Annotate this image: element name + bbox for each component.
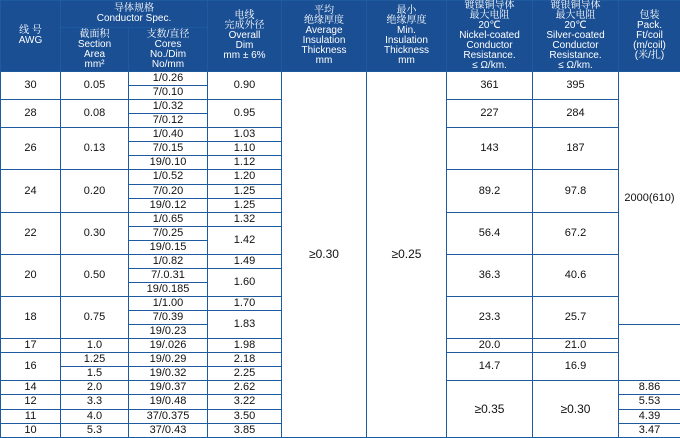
- ni-resistance-cell: 4.39: [619, 409, 680, 423]
- awg-cell: 20: [1, 254, 61, 296]
- awg-cell: 17: [1, 339, 61, 353]
- od-cell: 0.95: [208, 100, 282, 128]
- area-cell: 0.08: [61, 100, 129, 128]
- awg-cell: 18: [1, 297, 61, 339]
- cores-cell: 37/0.375: [129, 409, 208, 423]
- area-cell: 5.3: [61, 423, 129, 437]
- area-cell: 0.13: [61, 128, 129, 170]
- cores-cell: 7/0.15: [129, 142, 208, 156]
- awg-cell: 22: [1, 212, 61, 254]
- awg-cell: 11: [1, 409, 61, 423]
- area-cell: 1.5: [61, 367, 129, 381]
- od-cell: 1.25: [208, 198, 282, 212]
- cores-cell: 7/0.39: [129, 311, 208, 325]
- cores-cell: 7/0.25: [129, 226, 208, 240]
- area-cell: 0.05: [61, 72, 129, 100]
- area-cell: 1.0: [61, 339, 129, 353]
- pack-cell: 2000(610): [619, 72, 680, 325]
- od-cell: 1.20: [208, 170, 282, 184]
- od-cell: 1.70: [208, 297, 282, 311]
- cores-cell: 19/0.29: [129, 353, 208, 367]
- od-cell: 3.85: [208, 423, 282, 437]
- cores-cell: 19/0.32: [129, 367, 208, 381]
- area-cell: 0.50: [61, 254, 129, 296]
- header-silver-resistance: 镀银铜导体 最大电阻 20℃ Silver-coated Conductor Resistance. ≤ Ω/km.: [533, 1, 619, 72]
- ag-resistance-cell: 25.7: [533, 297, 619, 339]
- od-cell: 1.10: [208, 142, 282, 156]
- area-cell: 2.0: [61, 381, 129, 395]
- cores-cell: 1/0.32: [129, 100, 208, 114]
- cores-cell: 19/0.10: [129, 156, 208, 170]
- ni-resistance-cell: 89.2: [447, 170, 533, 212]
- cores-cell: 1/1.00: [129, 297, 208, 311]
- ni-resistance-cell: 20.0: [447, 339, 533, 353]
- awg-cell: 26: [1, 128, 61, 170]
- ag-resistance-cell: 284: [533, 100, 619, 128]
- avg-insulation-cell: ≥0.35: [447, 381, 533, 438]
- ni-resistance-cell: 361: [447, 72, 533, 100]
- ni-resistance-cell: 227: [447, 100, 533, 128]
- ag-resistance-cell: 21.0: [533, 339, 619, 353]
- od-cell: 1.98: [208, 339, 282, 353]
- header-overall-dim: 电线 完成外径 Overall Dim mm ± 6%: [208, 1, 282, 72]
- cores-cell: 1/0.52: [129, 170, 208, 184]
- cores-cell: 19/.026: [129, 339, 208, 353]
- ag-resistance-cell: 187: [533, 128, 619, 170]
- cores-cell: 19/0.15: [129, 240, 208, 254]
- table-row: [1, 72, 680, 86]
- od-cell: 1.42: [208, 226, 282, 254]
- awg-cell: 12: [1, 395, 61, 409]
- cores-cell: 19/0.23: [129, 325, 208, 339]
- area-cell: 0.20: [61, 170, 129, 212]
- od-cell: 1.12: [208, 156, 282, 170]
- od-cell: 1.32: [208, 212, 282, 226]
- header-awg: 线 号 AWG: [1, 1, 61, 72]
- header-cores: 支数/直径 Cores No./Dim No/mm: [129, 28, 208, 72]
- ni-resistance-cell: 3.47: [619, 423, 680, 437]
- area-cell: 0.30: [61, 212, 129, 254]
- awg-cell: 10: [1, 423, 61, 437]
- od-cell: 1.03: [208, 128, 282, 142]
- awg-cell: 24: [1, 170, 61, 212]
- min-insulation-cell: ≥0.25: [367, 72, 447, 438]
- cores-cell: 37/0.43: [129, 423, 208, 437]
- cores-cell: 19/0.185: [129, 282, 208, 296]
- cores-cell: 19/0.12: [129, 198, 208, 212]
- ni-resistance-cell: 23.3: [447, 297, 533, 339]
- od-cell: 1.49: [208, 254, 282, 268]
- od-cell: 1.25: [208, 184, 282, 198]
- header-nickel-resistance: 镀镍铜导体 最大电阻 20℃ Nickel-coated Conductor Resistance. ≤ Ω/km.: [447, 1, 533, 72]
- cores-cell: 1/0.26: [129, 72, 208, 86]
- ni-resistance-cell: 5.53: [619, 395, 680, 409]
- ni-resistance-cell: 14.7: [447, 353, 533, 381]
- od-cell: 2.18: [208, 353, 282, 367]
- ni-resistance-cell: 56.4: [447, 212, 533, 254]
- header-average-insulation: 平均 绝缘厚度 Average Insulation Thickness mm: [282, 1, 367, 72]
- area-cell: 1.25: [61, 353, 129, 367]
- awg-cell: 16: [1, 353, 61, 381]
- ag-resistance-cell: 16.9: [533, 353, 619, 381]
- min-insulation-cell: ≥0.30: [533, 381, 619, 438]
- od-cell: 2.62: [208, 381, 282, 395]
- area-cell: 0.75: [61, 297, 129, 339]
- cores-cell: 7/.0.31: [129, 268, 208, 282]
- cores-cell: 7/0.10: [129, 86, 208, 100]
- header-section-area: 截面积 Section Area mm²: [61, 28, 129, 72]
- awg-cell: 14: [1, 381, 61, 395]
- od-cell: 1.60: [208, 268, 282, 296]
- od-cell: 2.25: [208, 367, 282, 381]
- cores-cell: 1/0.40: [129, 128, 208, 142]
- ag-resistance-cell: 97.8: [533, 170, 619, 212]
- header-pack: 包装 Pack. Ft/coil (m/coil) (米/扎): [619, 1, 680, 72]
- od-cell: 3.22: [208, 395, 282, 409]
- cores-cell: 19/0.37: [129, 381, 208, 395]
- od-cell: 3.50: [208, 409, 282, 423]
- cores-cell: 1/0.82: [129, 254, 208, 268]
- ag-resistance-cell: 395: [533, 72, 619, 100]
- header-conductor-spec: 导体规格 Conductor Spec.: [61, 1, 208, 28]
- cores-cell: 19/0.48: [129, 395, 208, 409]
- avg-insulation-cell: ≥0.30: [282, 72, 367, 438]
- ag-resistance-cell: 40.6: [533, 254, 619, 296]
- awg-cell: 30: [1, 72, 61, 100]
- ni-resistance-cell: 36.3: [447, 254, 533, 296]
- ni-resistance-cell: 143: [447, 128, 533, 170]
- ni-resistance-cell: 8.86: [619, 381, 680, 395]
- cores-cell: 7/0.20: [129, 184, 208, 198]
- ag-resistance-cell: 67.2: [533, 212, 619, 254]
- od-cell: 1.83: [208, 311, 282, 339]
- area-cell: 3.3: [61, 395, 129, 409]
- header-min-insulation: 最小 绝缘厚度 Min. Insulation Thickness mm: [367, 1, 447, 72]
- cores-cell: 1/0.65: [129, 212, 208, 226]
- awg-cell: 28: [1, 100, 61, 128]
- area-cell: 4.0: [61, 409, 129, 423]
- cores-cell: 7/0.12: [129, 114, 208, 128]
- od-cell: 0.90: [208, 72, 282, 100]
